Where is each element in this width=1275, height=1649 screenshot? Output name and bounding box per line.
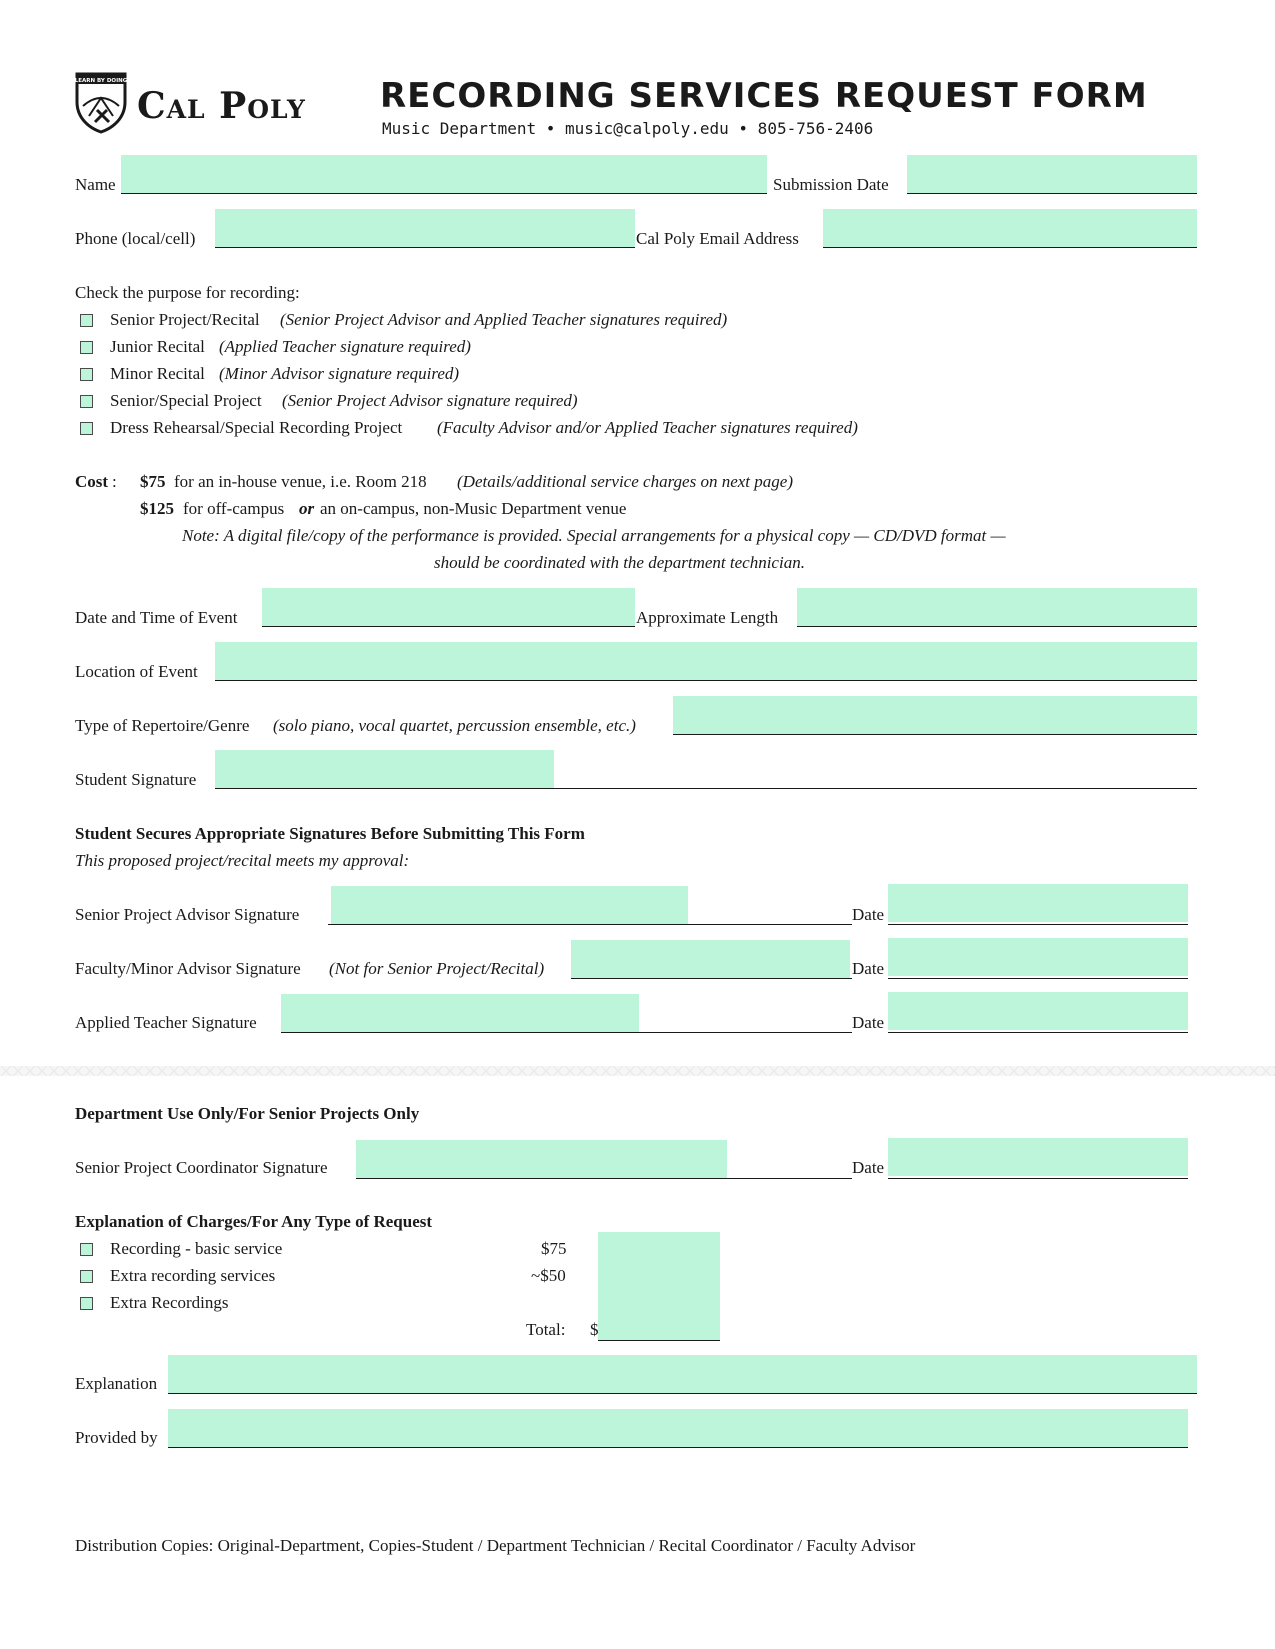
logo-wordmark: Cal Poly — [137, 85, 306, 127]
purpose-option-label: Senior Project/Recital — [110, 310, 260, 329]
cost-off-campus-text: for off-campus — [183, 499, 285, 518]
form-title: RECORDING SERVICES REQUEST FORM — [380, 76, 1148, 116]
provided-by-underline — [168, 1447, 1188, 1448]
phone-field[interactable] — [215, 209, 635, 247]
genre-field[interactable] — [673, 696, 1197, 734]
student-signature-field[interactable] — [215, 750, 554, 788]
applied-teacher-date-label: Date — [852, 1013, 885, 1032]
location-field[interactable] — [215, 642, 1197, 680]
coordinator-date-label: Date — [852, 1158, 885, 1177]
genre-note: (solo piano, vocal quartet, percussion ensemble, etc.) — [273, 716, 636, 735]
charge-item-label: Recording - basic service — [110, 1239, 283, 1258]
minor-recital-checkbox[interactable] — [80, 368, 93, 381]
email-label: Cal Poly Email Address — [636, 229, 799, 248]
cal-poly-logo — [75, 72, 335, 138]
phone-label: Phone (local/cell) — [75, 229, 196, 248]
form-subtitle: Music Department • music@calpoly.edu • 805-756-2406 — [382, 119, 874, 138]
charges-heading: Explanation of Charges/For Any Type of Request — [75, 1212, 433, 1231]
provided-by-label: Provided by — [75, 1428, 158, 1447]
explanation-underline — [168, 1393, 1197, 1394]
purpose-option-label: Minor Recital — [110, 364, 205, 383]
student-signature-label: Student Signature — [75, 770, 197, 789]
length-label: Approximate Length — [636, 608, 779, 627]
senior-advisor-date-label: Date — [852, 905, 885, 924]
senior-project-checkbox[interactable] — [80, 314, 93, 327]
email-field[interactable] — [823, 209, 1197, 247]
purpose-option-label: Dress Rehearsal/Special Recording Project — [110, 418, 403, 437]
senior-advisor-date-underline — [888, 924, 1188, 925]
purpose-option-note: (Faculty Advisor and/or Applied Teacher signatures required) — [437, 418, 858, 437]
cost-label: Cost — [75, 472, 109, 491]
senior-advisor-label: Senior Project Advisor Signature — [75, 905, 300, 924]
cost-note-line1: Note: A digital file/copy of the performance is provided. Special arrangements for a physical copy — CD/DVD format — — [182, 526, 1006, 545]
cost-colon: : — [112, 472, 117, 491]
approvals-subheading: This proposed project/recital meets my approval: — [75, 851, 410, 870]
extra-services-amount-field[interactable] — [598, 1259, 720, 1286]
length-underline — [797, 626, 1197, 627]
extra-recordings-amount-field[interactable] — [598, 1286, 720, 1313]
logo-motto: LEARN BY DOING — [75, 78, 127, 84]
coordinator-underline — [356, 1178, 852, 1179]
purpose-option-note: (Minor Advisor signature required) — [219, 364, 460, 383]
department-heading: Department Use Only/For Senior Projects Only — [75, 1104, 420, 1123]
cost-note-line2: should be coordinated with the department technician. — [434, 553, 805, 572]
special-project-checkbox[interactable] — [80, 395, 93, 408]
faculty-advisor-date-underline — [888, 978, 1188, 979]
applied-teacher-label: Applied Teacher Signature — [75, 1013, 257, 1032]
coordinator-date-underline — [888, 1178, 1188, 1179]
cost-or: or — [299, 499, 315, 518]
purpose-option-note: (Applied Teacher signature required) — [219, 337, 471, 356]
basic-service-checkbox[interactable] — [80, 1243, 93, 1256]
date-time-label: Date and Time of Event — [75, 608, 238, 627]
total-currency: $ — [590, 1320, 599, 1339]
approvals-heading: Student Secures Appropriate Signatures Before Submitting This Form — [75, 824, 585, 843]
distribution-note: Distribution Copies: Original-Department, Copies-Student / Department Technician / Recital Coordinator / Faculty Advisor — [75, 1536, 916, 1555]
purpose-option-label: Senior/Special Project — [110, 391, 262, 410]
purpose-option-note: (Senior Project Advisor signature required) — [282, 391, 578, 410]
cost-in-house-text: for an in-house venue, i.e. Room 218 — [174, 472, 427, 491]
name-field[interactable] — [121, 155, 767, 193]
charge-item-label: Extra recording services — [110, 1266, 276, 1285]
dress-rehearsal-checkbox[interactable] — [80, 422, 93, 435]
extra-recordings-checkbox[interactable] — [80, 1297, 93, 1310]
coordinator-label: Senior Project Coordinator Signature — [75, 1158, 328, 1177]
faculty-advisor-note: (Not for Senior Project/Recital) — [329, 959, 545, 978]
extra-services-checkbox[interactable] — [80, 1270, 93, 1283]
coordinator-date-field[interactable] — [888, 1138, 1188, 1176]
applied-teacher-date-underline — [888, 1032, 1188, 1033]
applied-teacher-underline — [281, 1032, 852, 1033]
name-underline — [121, 193, 767, 194]
genre-label: Type of Repertoire/Genre — [75, 716, 250, 735]
submission-date-label: Submission Date — [773, 175, 889, 194]
date-time-field[interactable] — [262, 588, 635, 626]
email-underline — [823, 247, 1197, 248]
basic-service-amount-field[interactable] — [598, 1232, 720, 1259]
length-field[interactable] — [797, 588, 1197, 626]
purpose-prompt: Check the purpose for recording: — [75, 283, 300, 302]
explanation-field[interactable] — [168, 1355, 1197, 1393]
coordinator-signature-field[interactable] — [356, 1140, 727, 1178]
location-label: Location of Event — [75, 662, 198, 681]
junior-recital-checkbox[interactable] — [80, 341, 93, 354]
applied-teacher-signature-field[interactable] — [281, 994, 639, 1032]
charge-item-price: $75 — [541, 1239, 567, 1258]
name-label: Name — [75, 175, 116, 194]
shield-icon — [75, 72, 127, 134]
cost-off-campus-amount: $125 — [140, 499, 174, 518]
senior-advisor-underline — [328, 924, 852, 925]
senior-advisor-signature-field[interactable] — [331, 886, 688, 924]
submission-date-underline — [907, 193, 1197, 194]
date-time-underline — [262, 626, 635, 627]
faculty-advisor-date-field[interactable] — [888, 938, 1188, 976]
faculty-advisor-label: Faculty/Minor Advisor Signature — [75, 959, 301, 978]
total-amount-underline — [598, 1340, 720, 1341]
cost-in-house-amount: $75 — [140, 472, 166, 491]
purpose-option-label: Junior Recital — [110, 337, 205, 356]
faculty-advisor-signature-field[interactable] — [571, 940, 850, 978]
faculty-advisor-date-label: Date — [852, 959, 885, 978]
total-label: Total: — [526, 1320, 566, 1339]
section-divider — [0, 1066, 1275, 1076]
provided-by-field[interactable] — [168, 1409, 1188, 1447]
charge-item-label: Extra Recordings — [110, 1293, 229, 1312]
senior-advisor-date-field[interactable] — [888, 884, 1188, 922]
student-signature-underline — [215, 788, 1197, 789]
phone-underline — [215, 247, 635, 248]
total-amount-field[interactable] — [598, 1313, 720, 1340]
submission-date-field[interactable] — [907, 155, 1197, 193]
genre-underline — [673, 734, 1197, 735]
cost-off-campus-text-b: an on-campus, non-Music Department venue — [320, 499, 627, 518]
purpose-option-note: (Senior Project Advisor and Applied Teacher signatures required) — [280, 310, 728, 329]
faculty-advisor-underline — [571, 978, 852, 979]
cost-in-house-note: (Details/additional service charges on next page) — [457, 472, 793, 491]
applied-teacher-date-field[interactable] — [888, 992, 1188, 1030]
explanation-label: Explanation — [75, 1374, 158, 1393]
charge-item-price: ~$50 — [531, 1266, 566, 1285]
location-underline — [215, 680, 1197, 681]
